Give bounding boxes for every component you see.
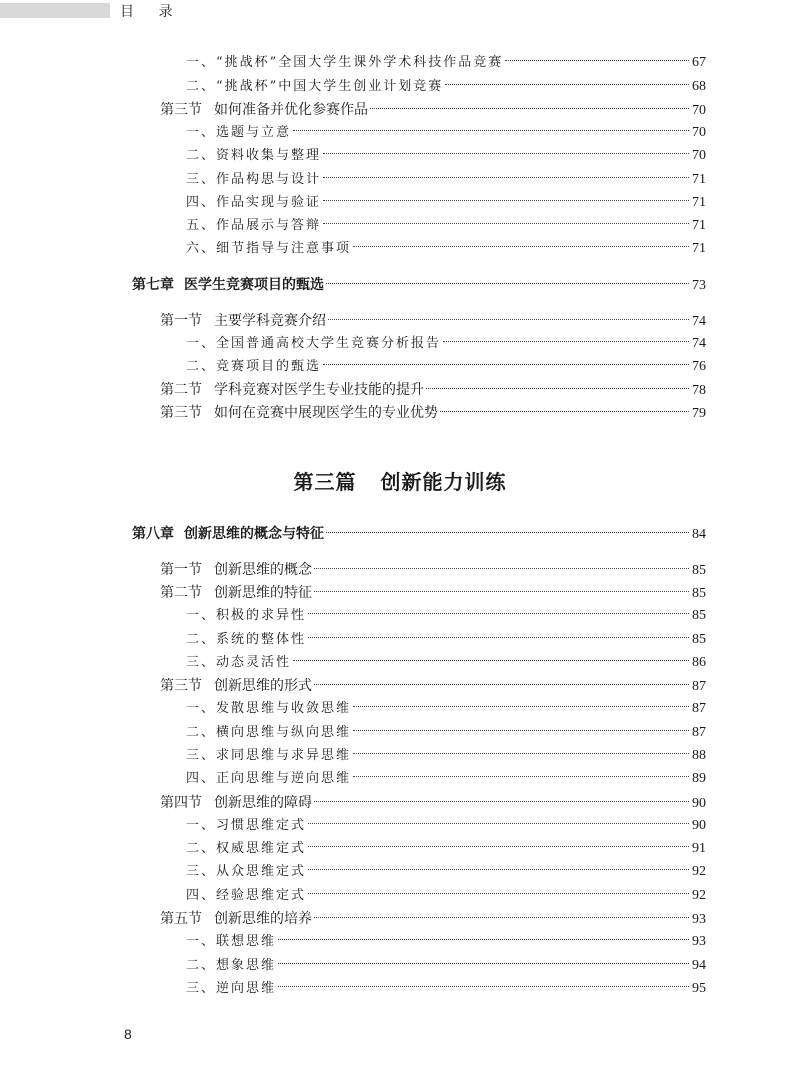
toc-entry-title: 创新思维的特征	[214, 585, 312, 601]
toc-entry-title: 四、作品实现与验证	[186, 195, 322, 210]
page-number: 8	[124, 1026, 132, 1042]
toc-page-number: 95	[692, 981, 706, 996]
leader-dots	[278, 986, 689, 987]
toc-section-row[interactable]	[160, 310, 706, 332]
toc-entry-title: 创新思维的障碍	[214, 795, 312, 811]
toc-entry-title: 创新思维的概念	[214, 562, 312, 578]
toc-page-number: 71	[692, 218, 706, 233]
toc-page-number: 71	[692, 172, 706, 187]
toc-subsection-row[interactable]	[186, 861, 706, 883]
toc-subsection-row[interactable]	[186, 698, 706, 720]
toc-subsection-row[interactable]	[186, 238, 706, 260]
toc-page-number: 78	[692, 383, 706, 398]
toc-entry-title: 创新思维的形式	[214, 678, 312, 694]
leader-dots	[370, 108, 689, 109]
leader-dots	[353, 246, 689, 247]
toc-subsection-row[interactable]	[186, 955, 706, 977]
toc-entry-title: 一、习惯思维定式	[186, 818, 307, 833]
leader-dots	[308, 869, 689, 870]
toc-page-number: 85	[692, 608, 706, 623]
toc-subsection-row[interactable]	[186, 745, 706, 767]
toc-entry-title: 一、全国普通高校大学生竞赛分析报告	[186, 336, 442, 351]
toc-subsection-row[interactable]	[186, 356, 706, 378]
leader-dots	[353, 753, 689, 754]
page-header-title: 目 录	[120, 4, 183, 20]
toc-page-number: 91	[692, 841, 706, 856]
toc-page-number: 87	[692, 679, 706, 694]
leader-dots	[323, 223, 689, 224]
toc-entry-title: 二、竞赛项目的甄选	[186, 359, 322, 374]
leader-dots	[308, 893, 689, 894]
leader-dots	[308, 823, 689, 824]
toc-page-number: 86	[692, 655, 706, 670]
toc-entry-title: 三、逆向思维	[186, 981, 277, 996]
toc-section-number: 第一节	[160, 313, 202, 329]
toc-page-number: 87	[692, 701, 706, 716]
toc-chapter-row[interactable]	[132, 523, 706, 545]
leader-dots	[308, 637, 689, 638]
toc-page-number: 87	[692, 725, 706, 740]
toc-section-row[interactable]	[160, 792, 706, 814]
toc-entry-title: 三、作品构思与设计	[186, 172, 322, 187]
leader-dots	[323, 364, 689, 365]
leader-dots	[314, 917, 689, 918]
toc-page-number: 92	[692, 888, 706, 903]
toc-entry-title: 一、选题与立意	[186, 125, 292, 140]
toc-section-number: 第二节	[160, 585, 202, 601]
leader-dots	[314, 684, 689, 685]
toc-entry-title: 如何准备并优化参赛作品	[214, 102, 368, 118]
toc-section-number: 第三节	[160, 405, 202, 421]
toc-page-number: 79	[692, 406, 706, 421]
toc-section-row[interactable]	[160, 675, 706, 697]
toc-entry-title: 二、资料收集与整理	[186, 148, 322, 163]
toc-subsection-row[interactable]	[186, 722, 706, 744]
leader-dots	[293, 660, 689, 661]
toc-section-number: 第五节	[160, 911, 202, 927]
toc-section-number: 第一节	[160, 562, 202, 578]
leader-dots	[314, 568, 689, 569]
toc-page-number: 89	[692, 771, 706, 786]
toc-entry-title: 一、联想思维	[186, 934, 277, 949]
toc-subsection-row[interactable]	[186, 768, 706, 790]
leader-dots	[323, 177, 689, 178]
toc-entry-title: 四、经验思维定式	[186, 888, 307, 903]
toc-subsection-row[interactable]	[186, 838, 706, 860]
leader-dots	[278, 939, 689, 940]
toc-page-number: 76	[692, 359, 706, 374]
leader-dots	[314, 801, 689, 802]
toc-page-number: 88	[692, 748, 706, 763]
toc-page-number: 74	[692, 314, 706, 329]
leader-dots	[505, 60, 689, 61]
toc-section-number: 第三节	[160, 678, 202, 694]
leader-dots	[323, 153, 689, 154]
toc-page-number: 92	[692, 864, 706, 879]
leader-dots	[326, 283, 689, 284]
toc-chapter-number: 第八章	[132, 526, 174, 542]
toc-entry-title: 一、积极的求异性	[186, 608, 307, 623]
toc-page-number: 90	[692, 796, 706, 811]
toc-section-row[interactable]	[160, 559, 706, 581]
toc-subsection-row[interactable]	[186, 931, 706, 953]
toc-entry-title: 四、正向思维与逆向思维	[186, 771, 352, 786]
toc-subsection-row[interactable]	[186, 885, 706, 907]
toc-page-number: 71	[692, 241, 706, 256]
leader-dots	[278, 963, 689, 964]
toc-section-row[interactable]	[160, 908, 706, 930]
toc-chapter-number: 第七章	[132, 277, 174, 293]
toc-subsection-row[interactable]	[186, 169, 706, 191]
toc-subsection-row[interactable]	[186, 652, 706, 674]
toc-subsection-row[interactable]	[186, 333, 706, 355]
part-number: 第三篇	[293, 470, 357, 494]
leader-dots	[323, 200, 689, 201]
toc-entry-title: 三、从众思维定式	[186, 864, 307, 879]
toc-page-number: 85	[692, 563, 706, 578]
toc-entry-title: 学科竞赛对医学生专业技能的提升	[214, 382, 424, 398]
part-title-text: 创新能力训练	[380, 470, 507, 494]
leader-dots	[440, 411, 689, 412]
toc-entry-title: 创新思维的培养	[214, 911, 312, 927]
toc-subsection-row[interactable]	[186, 76, 706, 98]
toc-section-number: 第二节	[160, 382, 202, 398]
toc-page-number: 85	[692, 632, 706, 647]
toc-page-number: 94	[692, 958, 706, 973]
toc-subsection-row[interactable]	[186, 215, 706, 237]
leader-dots	[353, 706, 689, 707]
toc-page-number: 90	[692, 818, 706, 833]
toc-page-number: 71	[692, 195, 706, 210]
toc-page-number: 70	[692, 125, 706, 140]
toc-entry-title: 三、动态灵活性	[186, 655, 292, 670]
leader-dots	[353, 730, 689, 731]
toc-entry-title: 二、横向思维与纵向思维	[186, 725, 352, 740]
toc-section-number: 第三节	[160, 102, 202, 118]
toc-subsection-row[interactable]	[186, 629, 706, 651]
toc-entry-title: 如何在竞赛中展现医学生的专业优势	[214, 405, 438, 421]
toc-subsection-row[interactable]	[186, 145, 706, 167]
toc-subsection-row[interactable]	[186, 52, 706, 74]
toc-subsection-row[interactable]	[186, 605, 706, 627]
toc-subsection-row[interactable]	[186, 122, 706, 144]
toc-page-number: 70	[692, 103, 706, 118]
toc-subsection-row[interactable]	[186, 815, 706, 837]
toc-section-row[interactable]	[160, 582, 706, 604]
leader-dots	[293, 130, 689, 131]
toc-section-number: 第四节	[160, 795, 202, 811]
toc-page-number: 70	[692, 148, 706, 163]
toc-entry-title: 二、权威思维定式	[186, 841, 307, 856]
leader-dots	[326, 532, 689, 533]
toc-entry-title: 医学生竞赛项目的甄选	[184, 277, 324, 293]
part-heading[interactable]	[0, 466, 800, 495]
toc-page-number: 74	[692, 336, 706, 351]
toc-subsection-row[interactable]	[186, 192, 706, 214]
toc-page-number: 85	[692, 586, 706, 601]
leader-dots	[445, 84, 689, 85]
leader-dots	[308, 846, 689, 847]
toc-page-number: 84	[692, 527, 706, 542]
leader-dots	[308, 613, 689, 614]
toc-page-number: 73	[692, 278, 706, 293]
toc-entry-title: 一、发散思维与收敛思维	[186, 701, 352, 716]
leader-dots	[353, 776, 689, 777]
toc-entry-title: 六、细节指导与注意事项	[186, 241, 352, 256]
leader-dots	[443, 341, 689, 342]
toc-page-number: 93	[692, 934, 706, 949]
toc-entry-title: 二、系统的整体性	[186, 632, 307, 647]
leader-dots	[314, 591, 689, 592]
toc-section-row[interactable]	[160, 402, 706, 424]
toc-section-row[interactable]	[160, 379, 706, 401]
toc-page-number: 93	[692, 912, 706, 927]
toc-page-number: 67	[692, 55, 706, 70]
toc-page-number: 68	[692, 79, 706, 94]
toc-entry-title: 主要学科竞赛介绍	[214, 313, 326, 329]
leader-dots	[426, 388, 689, 389]
toc-entry-title: 五、作品展示与答辩	[186, 218, 322, 233]
toc-entry-title: 三、求同思维与求异思维	[186, 748, 352, 763]
toc-entry-title: 一、“挑战杯”全国大学生课外学术科技作品竞赛	[186, 55, 504, 70]
toc-chapter-row[interactable]	[132, 274, 706, 296]
toc-entry-title: 创新思维的概念与特征	[184, 526, 324, 542]
toc-entry-title: 二、想象思维	[186, 958, 277, 973]
toc-entry-title: 二、“挑战杯”中国大学生创业计划竞赛	[186, 79, 444, 94]
toc-subsection-row[interactable]	[186, 978, 706, 1000]
leader-dots	[328, 319, 689, 320]
toc-section-row[interactable]	[160, 99, 706, 121]
